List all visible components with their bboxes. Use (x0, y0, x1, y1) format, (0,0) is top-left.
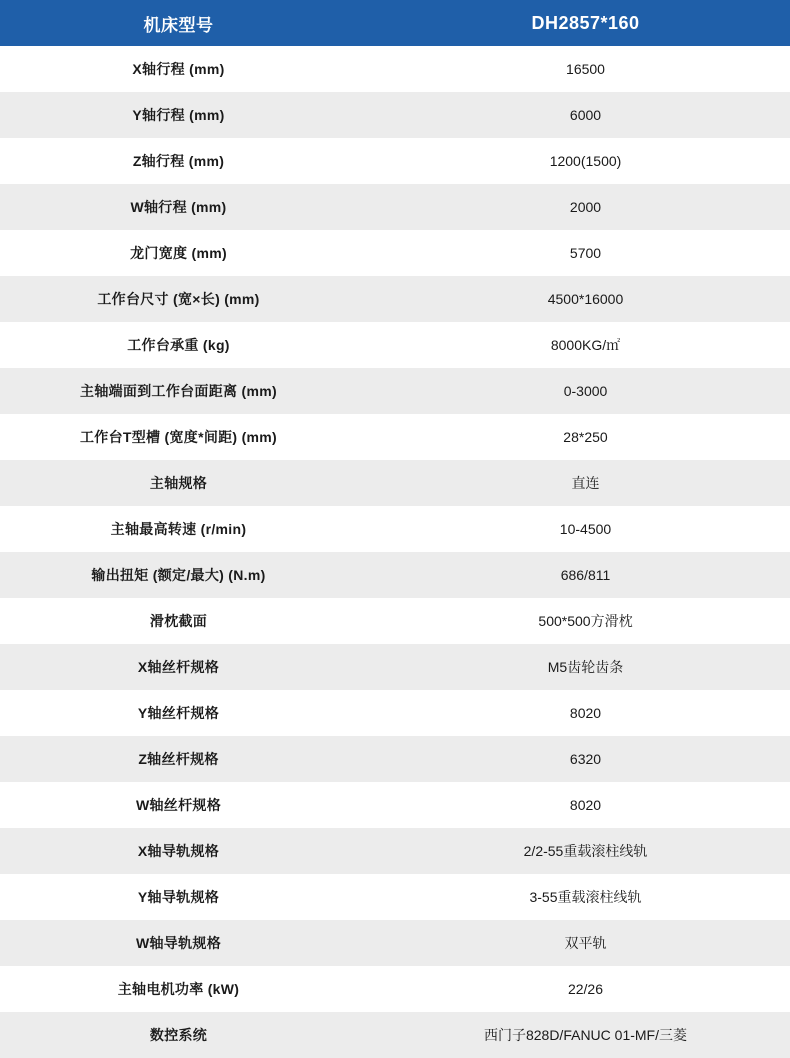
spec-label: W轴导轨规格 (135, 935, 221, 951)
spec-label: 数控系统 (149, 1027, 208, 1043)
table-row (0, 138, 790, 184)
table-row (0, 874, 790, 920)
table-row (0, 1012, 790, 1058)
spec-label: X轴行程 (mm) (132, 61, 225, 77)
spec-value: 8000KG/㎡ (550, 337, 621, 353)
spec-label: Z轴行程 (mm) (132, 153, 225, 169)
table-row (0, 736, 790, 782)
spec-label: X轴导轨规格 (137, 843, 220, 859)
table-row (0, 184, 790, 230)
spec-value: 6320 (569, 751, 602, 767)
spec-label: 龙门宽度 (mm) (130, 245, 227, 261)
spec-label: Y轴丝杆规格 (137, 705, 220, 721)
table-row (0, 46, 790, 92)
spec-label: Z轴丝杆规格 (138, 751, 219, 767)
spec-value: 双平轨 (564, 935, 607, 951)
spec-value: 8020 (569, 705, 602, 721)
spec-label: Y轴行程 (mm) (132, 107, 225, 123)
spec-value: 16500 (566, 61, 605, 77)
table-row (0, 920, 790, 966)
header-label-cell: 机床型号 (143, 15, 214, 35)
table-row (0, 368, 790, 414)
spec-label: 滑枕截面 (149, 613, 208, 629)
spec-label: 主轴端面到工作台面距离 (mm) (80, 383, 277, 399)
spec-value: 0-3000 (563, 383, 608, 399)
spec-label: 主轴最高转速 (r/min) (110, 521, 247, 537)
spec-label: 工作台承重 (kg) (127, 337, 230, 353)
table-row (0, 460, 790, 506)
spec-label: 主轴规格 (149, 475, 208, 491)
spec-value: 3-55重载滚柱线轨 (529, 889, 642, 905)
table-row (0, 552, 790, 598)
spec-value: 5700 (569, 245, 602, 261)
spec-value: 1200(1500) (549, 153, 622, 169)
spec-value: M5齿轮齿条 (547, 659, 624, 675)
table-row (0, 414, 790, 460)
table-row (0, 966, 790, 1012)
spec-label: 输出扭矩 (额定/最大) (N.m) (91, 567, 266, 583)
spec-label: X轴丝杆规格 (137, 659, 220, 675)
header-value-cell: DH2857*160 (531, 12, 640, 33)
spec-value: 西门子828D/FANUC 01-MF/三菱 (483, 1027, 688, 1043)
table-row (0, 322, 790, 368)
spec-value: 10-4500 (559, 521, 612, 537)
table-row (0, 644, 790, 690)
spec-value: 直连 (571, 475, 600, 491)
spec-label: 主轴电机功率 (kW) (117, 981, 240, 997)
spec-label: 工作台T型槽 (宽度*间距) (mm) (79, 429, 278, 445)
table-row (0, 690, 790, 736)
spec-value: 2/2-55重载滚柱线轨 (523, 843, 648, 859)
table-row (0, 230, 790, 276)
table-row (0, 92, 790, 138)
table-row (0, 828, 790, 874)
table-row (0, 276, 790, 322)
table-header-row (0, 0, 790, 46)
spec-value: 6000 (569, 107, 602, 123)
spec-value: 4500*16000 (547, 291, 624, 307)
spec-value: 8020 (569, 797, 602, 813)
spec-label: 工作台尺寸 (宽×长) (mm) (97, 291, 260, 307)
table-row (0, 598, 790, 644)
spec-label: Y轴导轨规格 (137, 889, 220, 905)
spec-label: W轴行程 (mm) (130, 199, 227, 215)
spec-value: 28*250 (563, 429, 608, 445)
spec-label: W轴丝杆规格 (135, 797, 221, 813)
spec-value: 22/26 (567, 981, 604, 997)
spec-value: 500*500方滑枕 (538, 613, 633, 629)
table-row (0, 782, 790, 828)
spec-value: 2000 (569, 199, 602, 215)
spec-value: 686/811 (560, 567, 611, 583)
table-row (0, 506, 790, 552)
